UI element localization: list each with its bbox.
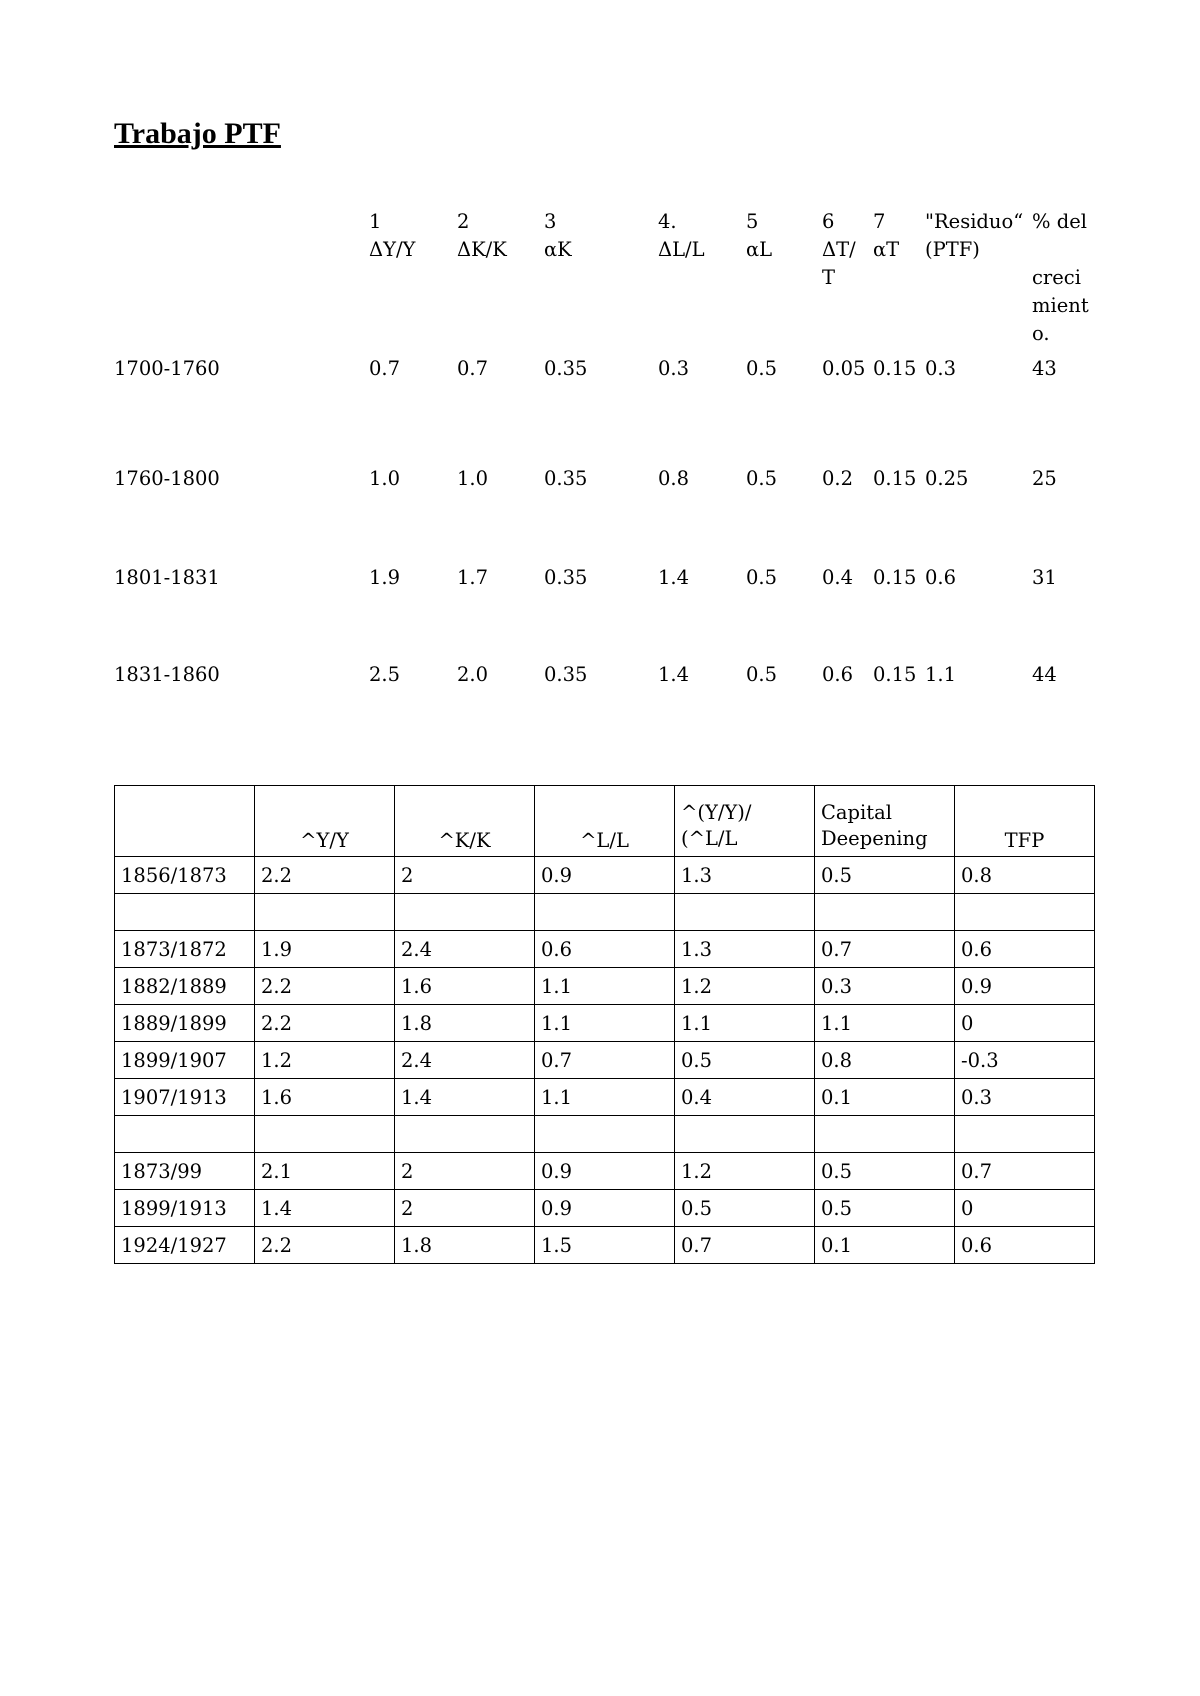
table-cell: 0.5 <box>815 1153 955 1190</box>
column-header <box>369 208 415 264</box>
table-cell: -0.3 <box>955 1042 1095 1079</box>
header-line: T <box>822 266 836 289</box>
column-header <box>658 208 705 264</box>
table-row <box>115 968 1095 1005</box>
table-cell: 0.7 <box>457 357 489 380</box>
column-header: TFP <box>955 786 1095 857</box>
table-cell: 1873/99 <box>115 1153 255 1190</box>
table-cell: 0.7 <box>369 357 401 380</box>
table-cell: 0.7 <box>815 931 955 968</box>
table-cell: 0.5 <box>675 1042 815 1079</box>
table-cell: 1.9 <box>255 931 395 968</box>
column-header <box>873 208 899 264</box>
table-cell: 0.5 <box>815 857 955 894</box>
table-cell: 0.8 <box>955 857 1095 894</box>
period-label: 1801-1831 <box>114 566 220 589</box>
table-cell: 1856/1873 <box>115 857 255 894</box>
page-title: Trabajo PTF <box>114 117 281 150</box>
column-header <box>457 208 507 264</box>
header-line: 3 <box>544 210 557 233</box>
column-header <box>925 208 1023 264</box>
header-line: 4. <box>658 210 677 233</box>
table-cell: 1.1 <box>535 1079 675 1116</box>
table-cell: 0.7 <box>675 1227 815 1264</box>
table-row <box>115 931 1095 968</box>
header-line: 7 <box>873 210 886 233</box>
table-cell <box>955 894 1095 931</box>
table-row <box>115 894 1095 931</box>
header-line: αK <box>544 238 572 261</box>
table-cell: 1.8 <box>395 1227 535 1264</box>
table-cell: 0.5 <box>746 357 778 380</box>
table-cell: 1.1 <box>535 1005 675 1042</box>
table-cell: 2 <box>395 857 535 894</box>
table-cell: 0.5 <box>746 467 778 490</box>
header-line <box>1032 236 1089 264</box>
header-line: ΔY/Y <box>369 238 416 261</box>
table-cell: 0.05 <box>822 357 866 380</box>
header-line: ΔT/ <box>822 238 856 261</box>
table-cell: 0.15 <box>873 663 917 686</box>
table-cell: 0.6 <box>955 1227 1095 1264</box>
header-line: 1 <box>369 210 382 233</box>
table-cell <box>395 1116 535 1153</box>
header-line: "Residuo“ <box>925 210 1024 233</box>
table-cell: 1907/1913 <box>115 1079 255 1116</box>
table-cell <box>395 894 535 931</box>
table-cell: 0.7 <box>535 1042 675 1079</box>
table-cell: 1899/1913 <box>115 1190 255 1227</box>
table-cell: 0.5 <box>815 1190 955 1227</box>
table-cell: 1.0 <box>457 467 489 490</box>
table-cell <box>255 1116 395 1153</box>
table-cell: 1.3 <box>675 857 815 894</box>
table-cell: 0.9 <box>535 1190 675 1227</box>
table-cell <box>815 894 955 931</box>
table-row <box>115 1079 1095 1116</box>
column-header <box>746 208 772 264</box>
table-cell: 2.5 <box>369 663 401 686</box>
table-cell: 0.3 <box>658 357 690 380</box>
table-cell: 1.1 <box>815 1005 955 1042</box>
table-cell: 0.6 <box>955 931 1095 968</box>
table-cell: 0.4 <box>675 1079 815 1116</box>
table-cell: 1.1 <box>675 1005 815 1042</box>
table-cell: 0.1 <box>815 1079 955 1116</box>
table-cell: 0.8 <box>815 1042 955 1079</box>
table-row <box>115 1227 1095 1264</box>
period-label: 1700-1760 <box>114 357 220 380</box>
table-cell: 1889/1899 <box>115 1005 255 1042</box>
table-cell <box>955 1116 1095 1153</box>
table-cell: 25 <box>1032 467 1057 490</box>
table-row <box>115 857 1095 894</box>
table-row <box>115 1116 1095 1153</box>
table-cell: 1882/1889 <box>115 968 255 1005</box>
period-label: 1831-1860 <box>114 663 220 686</box>
table-cell: 2.2 <box>255 1005 395 1042</box>
table-header-row <box>115 786 1095 857</box>
table-cell: 0 <box>955 1190 1095 1227</box>
table-cell: 1.3 <box>675 931 815 968</box>
table-cell: 0.35 <box>544 467 588 490</box>
table-cell: 1.4 <box>658 566 690 589</box>
header-line: ΔK/K <box>457 238 507 261</box>
table-cell: 1.9 <box>369 566 401 589</box>
table-cell <box>535 1116 675 1153</box>
table-cell: 1.4 <box>255 1190 395 1227</box>
table-cell: 1899/1907 <box>115 1042 255 1079</box>
table-cell: 1.2 <box>675 1153 815 1190</box>
table-cell: 0 <box>955 1005 1095 1042</box>
table-cell: 0.7 <box>955 1153 1095 1190</box>
table-cell: 0.15 <box>873 357 917 380</box>
header-line: 6 <box>822 210 835 233</box>
table-cell: 0.5 <box>746 566 778 589</box>
column-header: ^K/K <box>395 786 535 857</box>
table-cell: 44 <box>1032 663 1057 686</box>
table-cell: 1.1 <box>535 968 675 1005</box>
column-header <box>115 786 255 857</box>
header-line: αL <box>746 238 773 261</box>
table-cell: 43 <box>1032 357 1057 380</box>
table-cell: 0.4 <box>822 566 854 589</box>
tfp-table <box>114 785 1095 1264</box>
table-cell: 0.6 <box>535 931 675 968</box>
table-row <box>115 1153 1095 1190</box>
column-header: ^L/L <box>535 786 675 857</box>
table-cell: 0.15 <box>873 467 917 490</box>
header-line: 5 <box>746 210 759 233</box>
header-line: 2 <box>457 210 470 233</box>
table-cell: 0.5 <box>675 1190 815 1227</box>
table-cell: 0.9 <box>535 857 675 894</box>
table-cell: 2.2 <box>255 968 395 1005</box>
table-cell: 0.35 <box>544 566 588 589</box>
table-cell: 1.1 <box>925 663 957 686</box>
table-cell: 2.2 <box>255 857 395 894</box>
header-line: o. <box>1032 322 1050 345</box>
header-line: creci <box>1032 266 1081 289</box>
table-cell: 0.6 <box>822 663 854 686</box>
column-header <box>1032 208 1089 348</box>
table-cell: 0.5 <box>746 663 778 686</box>
table-cell: 1.4 <box>395 1079 535 1116</box>
column-header: Capital Deepening <box>815 786 955 857</box>
header-line: αT <box>873 238 900 261</box>
table-cell: 0.1 <box>815 1227 955 1264</box>
table-cell: 1.7 <box>457 566 489 589</box>
table-cell: 0.35 <box>544 357 588 380</box>
table-cell: 0.9 <box>955 968 1095 1005</box>
column-header <box>544 208 572 264</box>
table-cell: 1.4 <box>658 663 690 686</box>
table-cell <box>535 894 675 931</box>
table-cell: 31 <box>1032 566 1057 589</box>
table-row <box>115 1042 1095 1079</box>
table-cell <box>675 894 815 931</box>
table-cell: 2 <box>395 1153 535 1190</box>
table-cell: 1.0 <box>369 467 401 490</box>
table-cell: 0.9 <box>535 1153 675 1190</box>
header-line: ΔL/L <box>658 238 705 261</box>
table-cell: 2.4 <box>395 1042 535 1079</box>
table-cell: 0.6 <box>925 566 957 589</box>
table-cell: 1.5 <box>535 1227 675 1264</box>
table-cell: 2.0 <box>457 663 489 686</box>
table-cell: 2.4 <box>395 931 535 968</box>
column-header: ^Y/Y <box>255 786 395 857</box>
table-cell: 2.1 <box>255 1153 395 1190</box>
table-cell: 1.8 <box>395 1005 535 1042</box>
table-cell: 0.8 <box>658 467 690 490</box>
table-cell: 1.2 <box>675 968 815 1005</box>
table-cell: 2.2 <box>255 1227 395 1264</box>
table-cell: 0.3 <box>955 1079 1095 1116</box>
table-cell: 0.25 <box>925 467 969 490</box>
header-line: (PTF) <box>925 238 980 261</box>
table-cell: 0.3 <box>815 968 955 1005</box>
column-header: ^(Y/Y)/ (^L/L <box>675 786 815 857</box>
table-cell <box>115 894 255 931</box>
table-cell: 2 <box>395 1190 535 1227</box>
table-cell: 1873/1872 <box>115 931 255 968</box>
column-header <box>822 208 856 292</box>
table-cell: 0.15 <box>873 566 917 589</box>
table-cell: 0.3 <box>925 357 957 380</box>
header-line: mient <box>1032 294 1089 317</box>
table-cell: 1.2 <box>255 1042 395 1079</box>
table-cell <box>255 894 395 931</box>
table-row <box>115 1190 1095 1227</box>
table-cell: 0.2 <box>822 467 854 490</box>
table-cell <box>675 1116 815 1153</box>
table-cell <box>115 1116 255 1153</box>
period-label: 1760-1800 <box>114 467 220 490</box>
table-cell: 0.35 <box>544 663 588 686</box>
table-row <box>115 1005 1095 1042</box>
table-cell: 1.6 <box>395 968 535 1005</box>
header-line: % del <box>1032 210 1087 233</box>
table-cell: 1.6 <box>255 1079 395 1116</box>
table-cell <box>815 1116 955 1153</box>
table-cell: 1924/1927 <box>115 1227 255 1264</box>
